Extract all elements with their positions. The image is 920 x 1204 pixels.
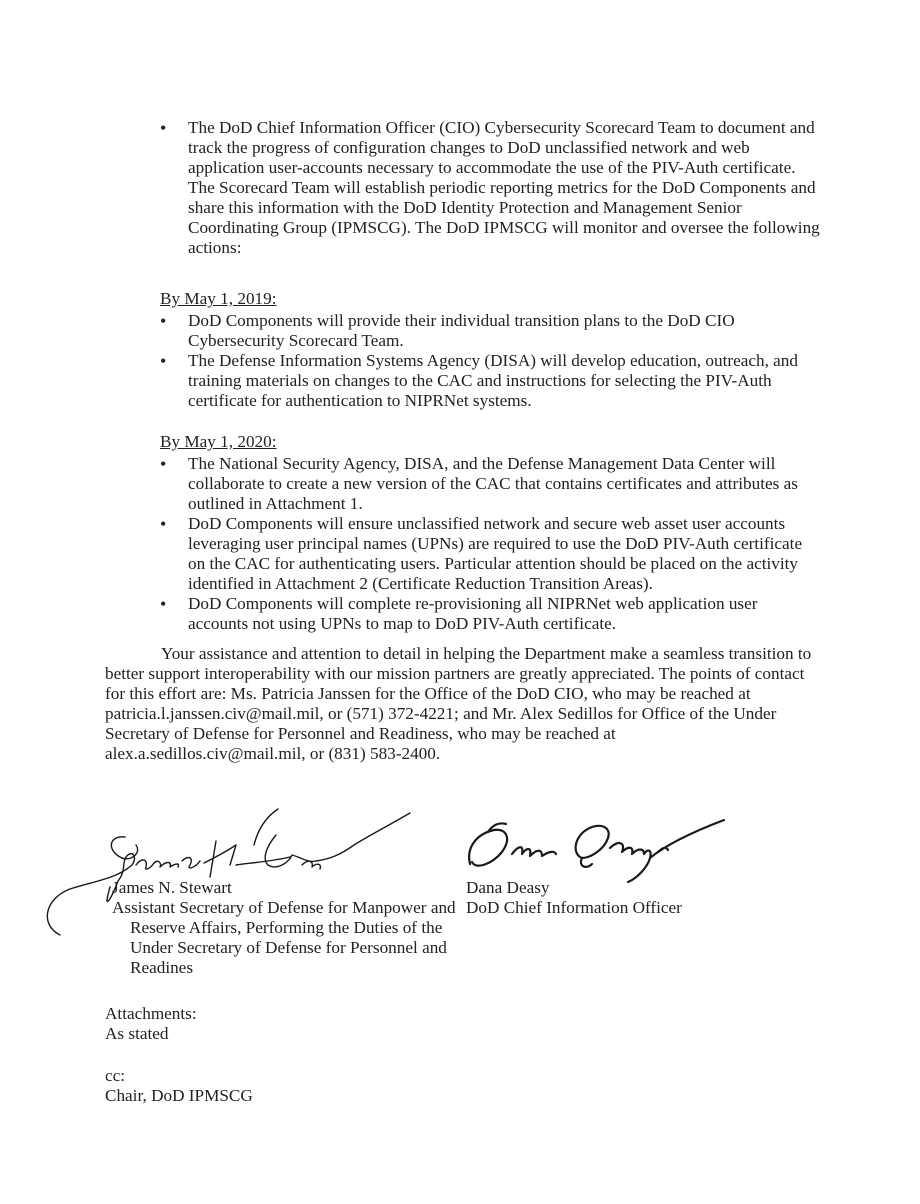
signatory-name: James N. Stewart: [112, 878, 232, 897]
signature-block-left: [112, 878, 472, 978]
section-2019-heading: By May 1, 2019:: [160, 289, 277, 308]
closing-paragraph: Your assistance and attention to detail in helping the Department make a seamless transition to better support interoperability with our mission partners are greatly appreciated. The points of contact for this effort are: Ms. Patricia Janssen for the Office of the DoD CIO, who may be reached at patricia.l.janssen.civ@mail.mil, or (571) 372-4221; and Mr. Alex Sedillos for Office of the Under Secretary of Defense for Personnel and Readiness, who may be reached at alex.a.sedillos.civ@mail.mil, or (831) 583-2400.: [105, 644, 812, 763]
signature-block-right: [466, 878, 766, 918]
cc-label: cc:: [105, 1066, 126, 1085]
intro-bullet: • The DoD Chief Information Officer (CIO) Cybersecurity Scorecard Team to document and track the progress of configuration changes to DoD unclassified network and web application user-accounts necessary to accommodate the use of the PIV-Auth certificate. The Scorecard Team will establish periodic reporting metrics for the DoD Components and share this information with the DoD Identity Protection and Management Senior Coordinating Group (IPMSCG). The DoD IPMSCG will monitor and oversee the following actions:: [160, 118, 820, 258]
attachments-value: As stated: [105, 1024, 169, 1043]
section-2020-list: [160, 454, 820, 634]
list-item: • DoD Components will provide their individual transition plans to the DoD CIO Cybersecurity Scorecard Team.: [160, 311, 820, 351]
attachments-label: Attachments:: [105, 1004, 197, 1023]
list-item: • DoD Components will complete re-provisioning all NIPRNet web application user accounts not using UPNs to map to DoD PIV-Auth certificate.: [160, 594, 820, 634]
attachments-block: [105, 1004, 197, 1044]
section-2020-heading: By May 1, 2020:: [160, 432, 277, 451]
section-2020: [160, 432, 820, 634]
list-item: • The National Security Agency, DISA, and the Defense Management Data Center will collaborate to create a new version of the CAC that contains certificates and attributes as outlined in Attachment 1.: [160, 454, 820, 514]
cc-value: Chair, DoD IPMSCG: [105, 1086, 253, 1105]
section-2019-list: [160, 311, 820, 411]
intro-bullet-list: [160, 118, 820, 258]
signatory-title: DoD Chief Information Officer: [466, 898, 682, 917]
signature-deasy: [462, 808, 732, 888]
section-2019: [160, 289, 820, 411]
cc-block: [105, 1066, 253, 1106]
signatory-name: Dana Deasy: [466, 878, 550, 897]
list-item: • DoD Components will ensure unclassified network and secure web asset user accounts leveraging user principal names (UPNs) are required to use the DoD PIV-Auth certificate on the CAC for authenticating users. Particular attention should be placed on the activity identified in Attachment 2 (Certificate Reduction Transition Areas).: [160, 514, 820, 594]
signatory-title: Assistant Secretary of Defense for Manpower and Reserve Affairs, Performing the Duties of the Under Secretary of Defense for Personnel and Readines: [112, 898, 456, 977]
intro-section: [160, 118, 820, 258]
closing-section: [105, 644, 815, 764]
list-item: • The Defense Information Systems Agency (DISA) will develop education, outreach, and training materials on changes to the CAC and instructions for selecting the PIV-Auth certificate for authentication to NIPRNet systems.: [160, 351, 820, 411]
